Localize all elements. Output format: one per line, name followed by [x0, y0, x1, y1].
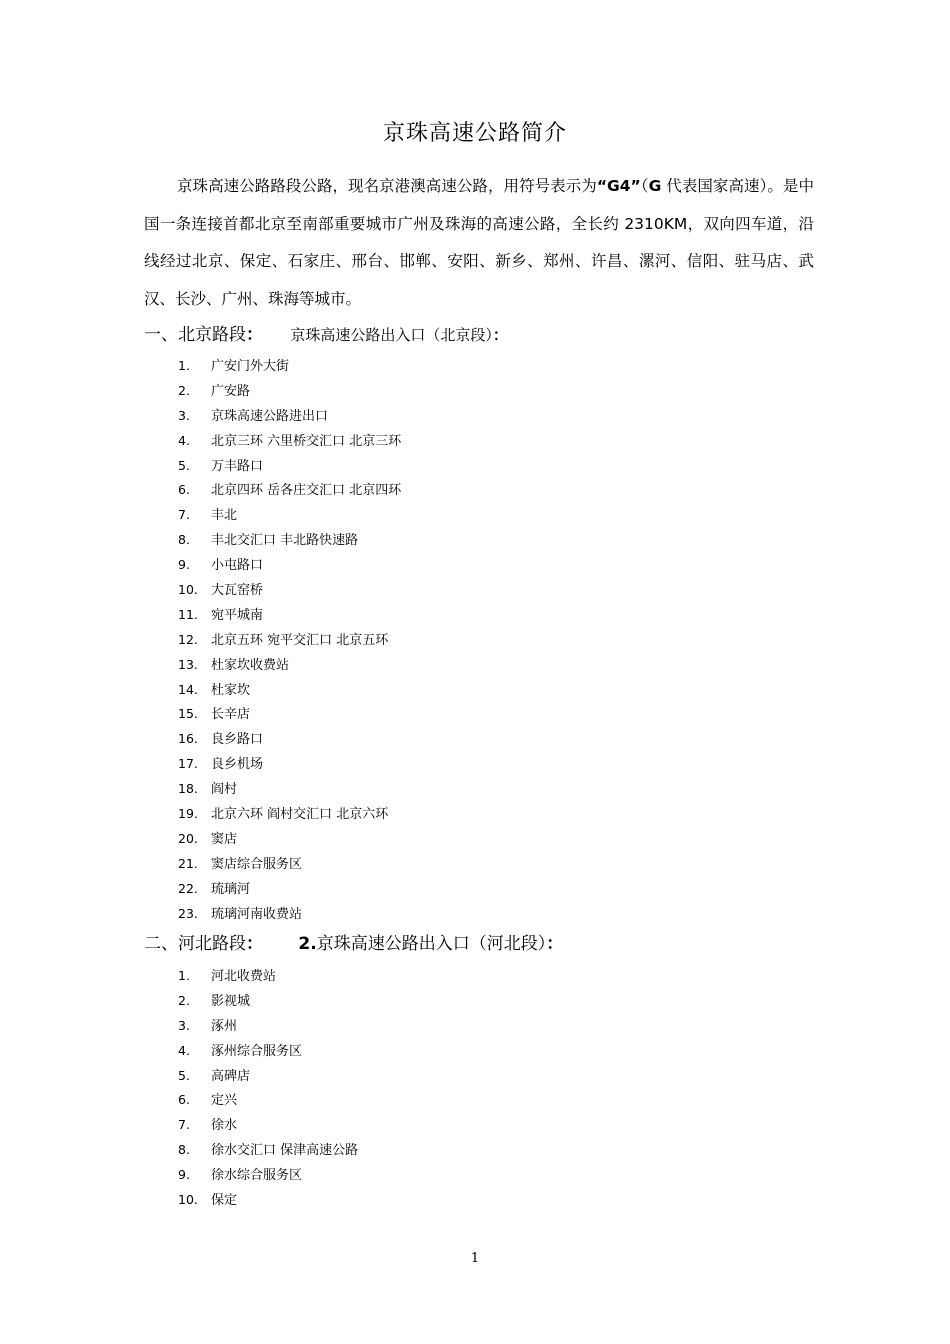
list-item-text: 长辛店	[211, 707, 251, 723]
list-item-number: 6.	[178, 1092, 190, 1108]
list-item-text: 北京四环 岳各庄交汇口 北京四环	[211, 483, 402, 499]
list-item-number: 6.	[178, 482, 190, 498]
list-item-text: 涿州综合服务区	[211, 1043, 303, 1059]
list-item	[178, 1113, 358, 1138]
list-item-text: 徐水综合服务区	[211, 1168, 303, 1184]
list-item-text: 琉璃河南收费站	[211, 906, 303, 922]
list-item-text: 大瓦窑桥	[211, 583, 264, 599]
list-item-text: 广安门外大街	[211, 359, 290, 374]
list-item	[178, 628, 401, 653]
list-item-number: 8.	[178, 1142, 190, 1158]
list-item-number: 9.	[178, 557, 190, 573]
list-item-text: 琉璃河	[211, 881, 251, 897]
list-item-text: 丰北	[211, 508, 238, 524]
list-item	[178, 877, 401, 902]
list-item	[178, 1088, 358, 1113]
list-item-number: 23.	[178, 905, 198, 921]
list-item-number: 1.	[178, 968, 190, 983]
highway-length: 2310KM	[624, 214, 688, 233]
list-item	[178, 578, 401, 603]
list-item-text: 良乡机场	[211, 757, 264, 773]
list-item-number: 16.	[178, 731, 198, 747]
list-item	[178, 1188, 358, 1213]
list-item	[178, 1039, 358, 1064]
list-item-number: 20.	[178, 830, 198, 846]
section-subheading: 2.京珠高速公路出入口（河北段）：	[298, 934, 564, 954]
list-item-text: 保定	[211, 1193, 238, 1209]
list-item	[178, 964, 358, 989]
list-item	[178, 902, 401, 927]
list-item-text: 丰北交汇口 丰北路快速路	[211, 533, 359, 549]
list-item-number: 9.	[178, 1167, 190, 1183]
list-item-text: 广安路	[211, 383, 251, 399]
list-item-number: 19.	[178, 806, 198, 822]
exit-list-beijing	[178, 354, 401, 926]
list-item-text: 杜家坎	[211, 682, 251, 698]
list-item-number: 4.	[178, 432, 190, 448]
list-item	[178, 727, 401, 752]
section-colon: ：	[246, 325, 263, 345]
list-item-number: 18.	[178, 781, 198, 797]
intro-text-2: （	[640, 177, 649, 195]
list-item-text: 窦店综合服务区	[211, 856, 303, 872]
list-item-text: 河北收费站	[211, 969, 277, 984]
list-item-text: 北京五环 宛平交汇口 北京五环	[211, 632, 389, 648]
highway-code: “G4”	[596, 177, 641, 195]
list-item-number: 3.	[178, 1017, 190, 1033]
list-item-text: 北京三环 六里桥交汇口 北京三环	[211, 433, 402, 449]
list-item-text: 宛平城南	[211, 607, 264, 623]
list-item-number: 8.	[178, 532, 190, 548]
list-item-number: 12.	[178, 631, 198, 647]
list-item-text: 北京六环 阎村交汇口 北京六环	[211, 807, 389, 823]
list-item-number: 5.	[178, 457, 190, 473]
section-subheading: 京珠高速公路出入口（北京段）：	[290, 326, 508, 344]
list-item-number: 2.	[178, 382, 190, 398]
intro-text-4: ，双向四车道，沿线经过北京、保定、石家庄、邢台、邯郸、安阳、新乡、郑州、许昌、漯河、信阳、驻马店、武汉、长沙、广州、珠海等城市。	[144, 214, 814, 308]
list-item	[178, 653, 401, 678]
list-item	[178, 354, 401, 379]
list-item-text: 良乡路口	[211, 732, 264, 748]
list-item-number: 5.	[178, 1067, 190, 1083]
list-item	[178, 503, 401, 528]
list-item	[178, 678, 401, 703]
list-item-text: 徐水交汇口 保津高速公路	[211, 1143, 359, 1159]
list-item-number: 7.	[178, 507, 190, 523]
list-item-number: 15.	[178, 706, 198, 722]
list-item-number: 3.	[178, 407, 190, 423]
list-item	[178, 478, 401, 503]
list-item-number: 10.	[178, 1192, 198, 1208]
section-title: 二、河北路段	[144, 934, 246, 954]
list-item-text: 小屯路口	[211, 558, 264, 574]
page-number: 1	[470, 1251, 480, 1266]
intro-text-1: 京珠高速公路路段公路，现名京港澳高速公路，用符号表示为	[177, 177, 597, 195]
list-item-text: 高碑店	[211, 1068, 251, 1084]
list-item-number: 4.	[178, 1042, 190, 1058]
document-title: 京珠高速公路简介	[382, 121, 567, 146]
list-item-number: 14.	[178, 681, 198, 697]
list-item	[178, 802, 401, 827]
section-heading-beijing	[144, 320, 508, 345]
list-item	[178, 553, 401, 578]
list-item-text: 涿州	[211, 1018, 238, 1034]
list-item	[178, 827, 401, 852]
list-item	[178, 852, 401, 877]
list-item-text: 杜家坎收费站	[211, 657, 290, 673]
list-item	[178, 1064, 358, 1089]
list-item-number: 11.	[178, 606, 198, 622]
list-item-number: 21.	[178, 855, 198, 871]
section-colon: ：	[246, 934, 263, 954]
list-item-number: 7.	[178, 1117, 190, 1133]
list-item	[178, 777, 401, 802]
list-item-text: 窦店	[211, 831, 238, 847]
list-item	[178, 1138, 358, 1163]
list-item-number: 2.	[178, 992, 190, 1008]
list-item-text: 京珠高速公路进出口	[211, 408, 329, 424]
list-item-text: 万丰路口	[211, 458, 264, 474]
list-item-number: 1.	[178, 358, 190, 373]
list-item	[178, 603, 401, 628]
list-item-text: 徐水	[211, 1118, 238, 1134]
list-item	[178, 528, 401, 553]
list-item-number: 10.	[178, 582, 198, 598]
exit-list-hebei	[178, 964, 358, 1213]
intro-text-3: 代表国家高速）。是中国一条连接首都北京至南部重要城市广州及珠海的高速公路，全长约	[144, 177, 814, 233]
list-item-text: 影视城	[211, 993, 251, 1009]
list-item	[178, 752, 401, 777]
intro-paragraph	[144, 168, 814, 318]
list-item	[178, 379, 401, 404]
list-item-number: 22.	[178, 880, 198, 896]
list-item-text: 定兴	[211, 1093, 238, 1109]
list-item	[178, 1163, 358, 1188]
list-item-number: 13.	[178, 656, 198, 672]
section-title: 一、北京路段	[144, 325, 246, 345]
list-item	[178, 454, 401, 479]
list-item	[178, 429, 401, 454]
list-item	[178, 989, 358, 1014]
list-item-text: 阎村	[211, 782, 238, 798]
list-item	[178, 404, 401, 429]
g-letter: G	[648, 177, 662, 195]
list-item-number: 17.	[178, 756, 198, 772]
list-item	[178, 702, 401, 727]
section-heading-hebei	[144, 929, 563, 954]
list-item	[178, 1014, 358, 1039]
